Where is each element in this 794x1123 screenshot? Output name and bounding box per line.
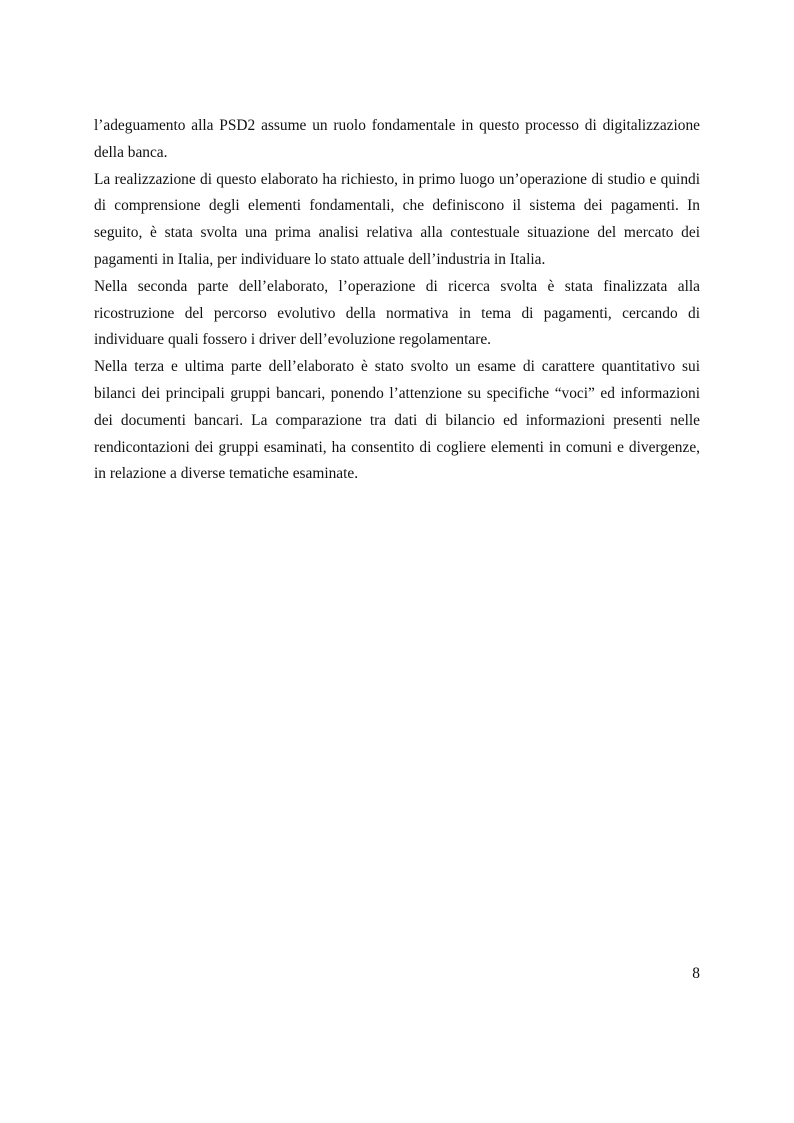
page-number: 8 — [692, 965, 700, 982]
body-text — [94, 113, 700, 488]
paragraph-terza-parte: Nella terza e ultima parte dell’elaborato è stato svolto un esame di carattere quantitativo sui bilanci dei principali gruppi bancari, ponendo l’attenzione su specifiche “voci” ed informazioni dei documenti bancari. La comparazione tra dati di bilancio ed informazioni presenti nelle rendicontazioni dei gruppi esaminati, ha consentito di cogliere elementi in comuni e divergenze, in relazione a diverse tematiche esaminate. — [94, 358, 700, 483]
paragraph-seconda-parte: Nella seconda parte dell’elaborato, l’operazione di ricerca svolta è stata finalizzata alla ricostruzione del percorso evolutivo della normativa in tema di pagamenti, cercando di individuare quali fossero i driver dell’evoluzione regolamentare. — [94, 277, 700, 349]
paragraph-psd2-digitalizzazione: l’adeguamento alla PSD2 assume un ruolo fondamentale in questo processo di digitalizzazione della banca. — [94, 117, 700, 161]
paragraph-realizzazione-elaborato: La realizzazione di questo elaborato ha richiesto, in primo luogo un’operazione di studio e quindi di comprensione degli elementi fondamentali, che definiscono il sistema dei pagamenti. In seguito, è stata svolta una prima analisi relativa alla contestuale situazione del mercato dei pagamenti in Italia, per individuare lo stato attuale dell’industria in Italia. — [94, 170, 700, 268]
